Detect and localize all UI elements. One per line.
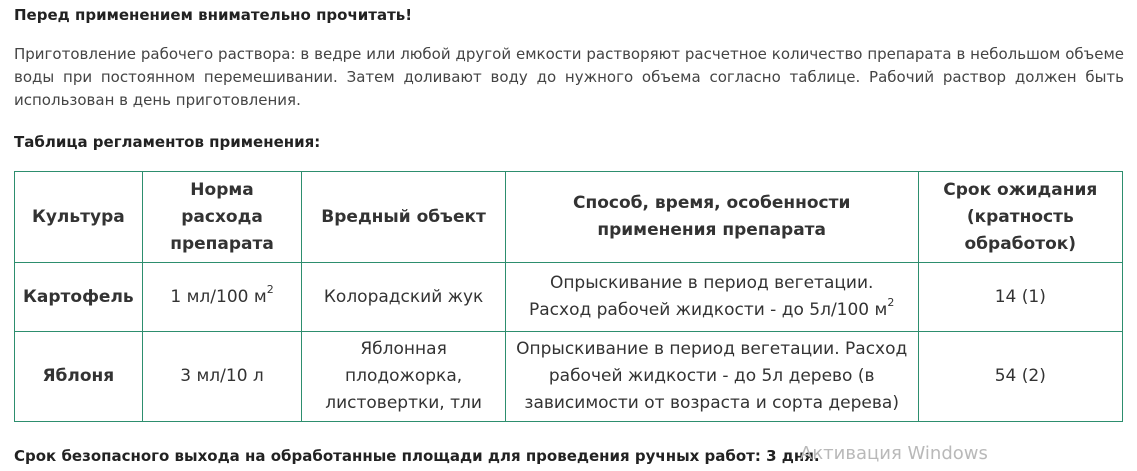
rate-cell: [142, 263, 302, 332]
method-superscript: 2: [887, 296, 895, 310]
header-rate: Норма расхода препарата: [142, 172, 302, 263]
warning-heading: Перед применением внимательно прочитать!: [14, 6, 413, 24]
preparation-paragraph: Приготовление рабочего раствора: в ведре или любой другой емкости растворяют расчетное количество препарата в небольшом объеме воды при постоянном перемешивании. Затем доливают воду до нужного объема согласно таблице. Рабочий раствор должен быть использован в день приготовления.: [14, 45, 1124, 109]
waiting-period-cell: 14 (1): [918, 263, 1122, 332]
header-method: Способ, время, особенности применения препарата: [505, 172, 918, 263]
header-pest: Вредный объект: [302, 172, 505, 263]
table-header-row: [15, 172, 1123, 263]
rate-cell: 3 мл/10 л: [142, 332, 302, 422]
table-row: [15, 332, 1123, 422]
waiting-period-cell: 54 (2): [918, 332, 1122, 422]
rate-superscript: 2: [266, 282, 274, 296]
method-cell: Опрыскивание в период вегетации. Расход рабочей жидкости - до 5л дерево (в зависимости от возраста и сорта дерева): [505, 332, 918, 422]
header-waiting-period: Срок ожидания (кратность обработок): [918, 172, 1122, 263]
pest-cell: Яблонная плодожорка, листовертки, тли: [302, 332, 505, 422]
method-line-1: Опрыскивание в период вегетации.: [549, 273, 874, 293]
safe-exit-note: Срок безопасного выхода на обработанные площади для проведения ручных работ: 3 дня.: [14, 447, 820, 465]
method-cell: [505, 263, 918, 332]
windows-activation-watermark: Активация Windows: [800, 443, 988, 464]
rate-value: 1 мл/100 м: [170, 286, 267, 307]
crop-cell: Яблоня: [15, 332, 143, 422]
method-line-2: Расход рабочей жидкости - до 5л/100 м: [529, 300, 888, 320]
regulations-table: [14, 171, 1123, 422]
crop-cell: Картофель: [15, 263, 143, 332]
table-title: Таблица регламентов применения:: [14, 133, 321, 151]
table-row: [15, 263, 1123, 332]
pest-cell: Колорадский жук: [302, 263, 505, 332]
header-crop: Культура: [15, 172, 143, 263]
